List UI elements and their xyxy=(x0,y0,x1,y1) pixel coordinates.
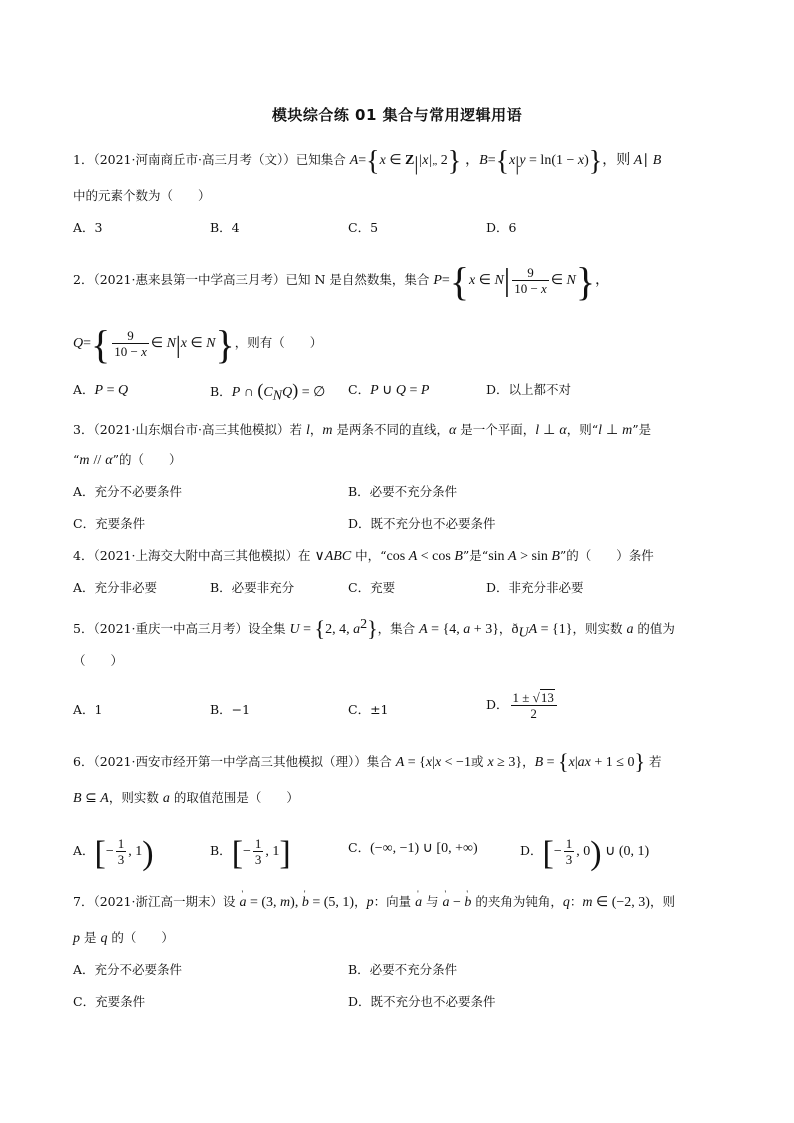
question-4-stem: 4．（2021·上海交大附中高三其他模拟）在 ∨ABC 中，“cos A < cos B”是“sin A > sin B”的（ ）条件 xyxy=(73,548,654,564)
question-7-stem-2: p 是 q 的（ ） xyxy=(73,930,174,946)
q5-option-b[interactable]: B．−1 xyxy=(210,702,251,717)
q5-option-a[interactable]: A．1 xyxy=(73,702,103,717)
q4-option-a[interactable]: A．充分非必要 xyxy=(73,580,158,595)
q3-option-d[interactable]: D．既不充分也不必要条件 xyxy=(348,516,496,531)
q4-option-d[interactable]: D．非充分非必要 xyxy=(486,580,584,595)
q6-option-a[interactable]: A．[− $\frac{1}{3}$ , 1) xyxy=(73,835,154,872)
q7-option-b[interactable]: B．必要不充分条件 xyxy=(348,962,458,977)
question-6-stem: 6．（2021·西安市经开第一中学高三其他模拟（理））集合 A = {x|x < −1或 x ≥ 3}，B = {x|ax + 1 ≤ 0} 若 xyxy=(73,749,662,774)
q1-option-c[interactable]: C．5 xyxy=(348,220,379,235)
q7-option-c[interactable]: C．充要条件 xyxy=(73,994,146,1009)
q5-option-c[interactable]: C．±1 xyxy=(348,702,389,717)
question-3-stem: 3．（2021·山东烟台市·高三其他模拟）若 l，m 是两条不同的直线，α 是一个平面，l ⊥ α，则“l ⊥ m”是 xyxy=(73,422,652,438)
question-5-stem: 5．（2021·重庆一中高三月考）设全集 U = {2, 4, $a^2$}，集合 A = {4, a + 3}，$ð_UA = \{1\}$，则实数 a 的值为 xyxy=(73,616,675,642)
question-6-stem-2: B ⊆ A，则实数 a 的取值范围是（ ） xyxy=(73,790,299,806)
question-2-set-q: Q={ $\frac{9}{10 - x}$ ∈ N|x ∈ N}，则有（ ） xyxy=(73,322,323,367)
q1-option-b[interactable]: B．4 xyxy=(210,220,240,235)
q1-stem-text: 1．（2021·河南商丘市·高三月考（文））已知集合 xyxy=(73,152,346,167)
page-title: 模块综合练 01 集合与常用逻辑用语 xyxy=(271,106,523,124)
q3-option-a[interactable]: A．充分不必要条件 xyxy=(73,484,183,499)
q3-option-c[interactable]: C．充要条件 xyxy=(73,516,146,531)
q7-option-a[interactable]: A．充分不必要条件 xyxy=(73,962,183,977)
q6-option-b[interactable]: B．[− $\frac{1}{3}$ , 1] xyxy=(210,835,291,872)
q1-set-a: A xyxy=(349,153,359,168)
q3-option-b[interactable]: B．必要不充分条件 xyxy=(348,484,458,499)
question-3-stem-2: “m // α”的（ ） xyxy=(73,452,182,468)
q2-stem-text: 2．（2021·惠来县第一中学高三月考）已知 N 是自然数集，集合 xyxy=(73,272,430,287)
q4-option-c[interactable]: C．充要 xyxy=(348,580,396,595)
q2-option-c[interactable]: C．P ∪ Q = P xyxy=(348,382,430,398)
question-1-stem-2: 中的元素个数为（ ） xyxy=(73,188,211,203)
q5-option-d[interactable]: D． $\frac{1 \pm √13}{2}$ xyxy=(486,690,559,721)
question-5-stem-2: （ ） xyxy=(73,653,124,668)
q2-option-a[interactable]: A．P = Q xyxy=(73,382,129,398)
q6-option-d[interactable]: D．[− $\frac{1}{3}$ , 0) ∪ (0, 1) xyxy=(520,835,650,872)
q1-option-d[interactable]: D．6 xyxy=(486,220,517,235)
question-2-stem: 2．（2021·惠来县第一中学高三月考）已知 N 是自然数集，集合 P={x ∈ N| $\frac{9}{10 - x}$ ∈ N}， xyxy=(73,259,610,304)
q4-option-b[interactable]: B．必要非充分 xyxy=(210,580,295,595)
q7-option-d[interactable]: D．既不充分也不必要条件 xyxy=(348,994,496,1009)
q2-option-d[interactable]: D．以上都不对 xyxy=(486,382,572,397)
q6-option-c[interactable]: C．(−∞, −1) ∪ [0, +∞) xyxy=(348,840,478,856)
q2-tail: ，则有（ ） xyxy=(234,335,323,350)
q2-option-b[interactable]: B．P ∩ $(C_NQ)$ = ∅ xyxy=(210,380,326,404)
question-1-stem: 1．（2021·河南商丘市·高三月考（文））已知集合 A={x ∈ Z||x|„ 2} ，B={x|y = ln(1 − x)}，则 A∣ B xyxy=(73,146,662,177)
q1-option-a[interactable]: A．3 xyxy=(73,220,103,235)
question-7-stem: 7．（2021·浙江高一期末）设 ' a = (3, m), ' b = (5, 1)，p：向量 ' a 与 ' a − ' b 的夹角为钝角，q：m ∈ (−2, 3)，则 xyxy=(73,892,675,913)
